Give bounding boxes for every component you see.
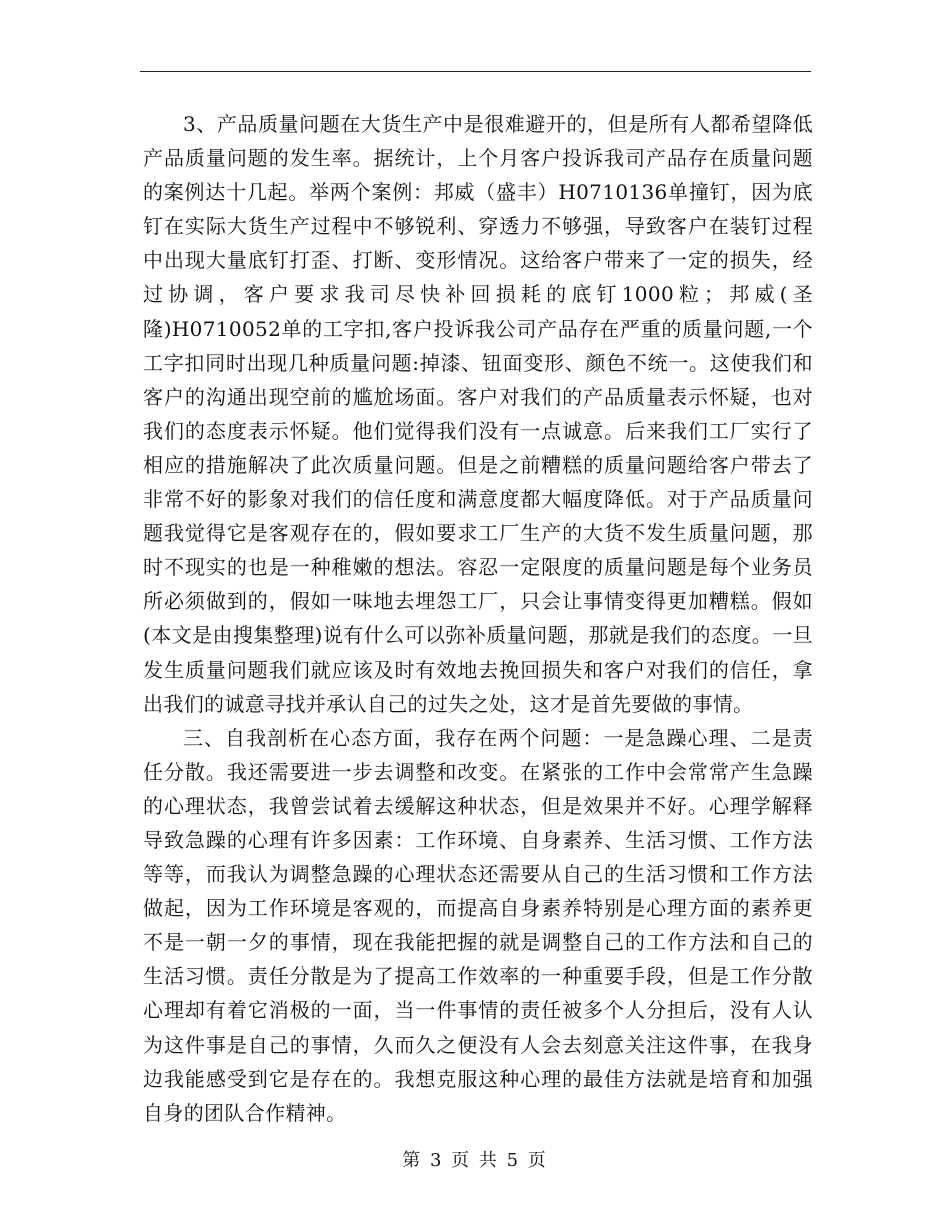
paragraph-self-analysis: 三、自我剖析在心态方面，我存在两个问题：一是急躁心理、二是责任分散。我还需要进一步去调整和改变。在紧张的工作中会常常产生急躁的心理状态，我曾尝试着去缓解这种状态，但是效果并不好。心理学解释导致急躁的心理有许多因素：工作环境、自身素养、生活习惯、工作方法等等，而我认为调整急躁的心理状态还需要从自己的生活习惯和工作方法做起，因为工作环境是客观的，而提高自身素养特别是心理方面的素养更不是一朝一夕的事情，现在我能把握的就是调整自己的工作方法和自己的生活习惯。责任分散是为了提高工作效率的一种重要手段，但是工作分散心理却有着它消极的一面，当一件事情的责任被多个人分担后，没有人认为这件事是自己的事情，久而久之便没有人会去刻意关注这件事，在我身边我能感受到它是存在的。我想克服这种心理的最佳方法就是培育和加强自身的团队合作精神。: [143, 725, 813, 1125]
page-number-footer: 第 3 页 共 5 页: [402, 1150, 548, 1171]
header-rule: [140, 71, 811, 72]
paragraph-quality-issues: 3、产品质量问题在大货生产中是很难避开的，但是所有人都希望降低产品质量问题的发生率。据统计，上个月客户投诉我司产品存在质量问题的案例达十几起。举两个案例：邦威（盛丰）H0710136单撞钉，因为底钉在实际大货生产过程中不够锐利、穿透力不够强，导致客户在装钉过程中出现大量底钉打歪、打断、变形情况。这给客户带来了一定的损失，经过协调，客户要求我司尽快补回损耗的底钉1000粒；邦威(圣隆)H0710052单的工字扣,客户投诉我公司产品存在严重的质量问题,一个工字扣同时出现几种质量问题:掉漆、钮面变形、颜色不统一。这使我们和客户的沟通出现空前的尴尬场面。客户对我们的产品质量表示怀疑，也对我们的态度表示怀疑。他们觉得我们没有一点诚意。后来我们工厂实行了相应的措施解决了此次质量问题。但是之前糟糕的质量问题给客户带去了非常不好的影象对我们的信任度和满意度都大幅度降低。对于产品质量问题我觉得它是客观存在的，假如要求工厂生产的大货不发生质量问题，那时不现实的也是一种稚嫩的想法。容忍一定限度的质量问题是每个业务员所必须做到的，假如一味地去埋怨工厂，只会让事情变得更加糟糕。假如(本文是由搜集整理)说有什么可以弥补质量问题，那就是我们的态度。一旦发生质量问题我们就应该及时有效地去挽回损失和客户对我们的信任，拿出我们的诚意寻找并承认自己的过失之处，这才是首先要做的事情。: [143, 112, 813, 716]
document-body: [143, 107, 813, 1130]
